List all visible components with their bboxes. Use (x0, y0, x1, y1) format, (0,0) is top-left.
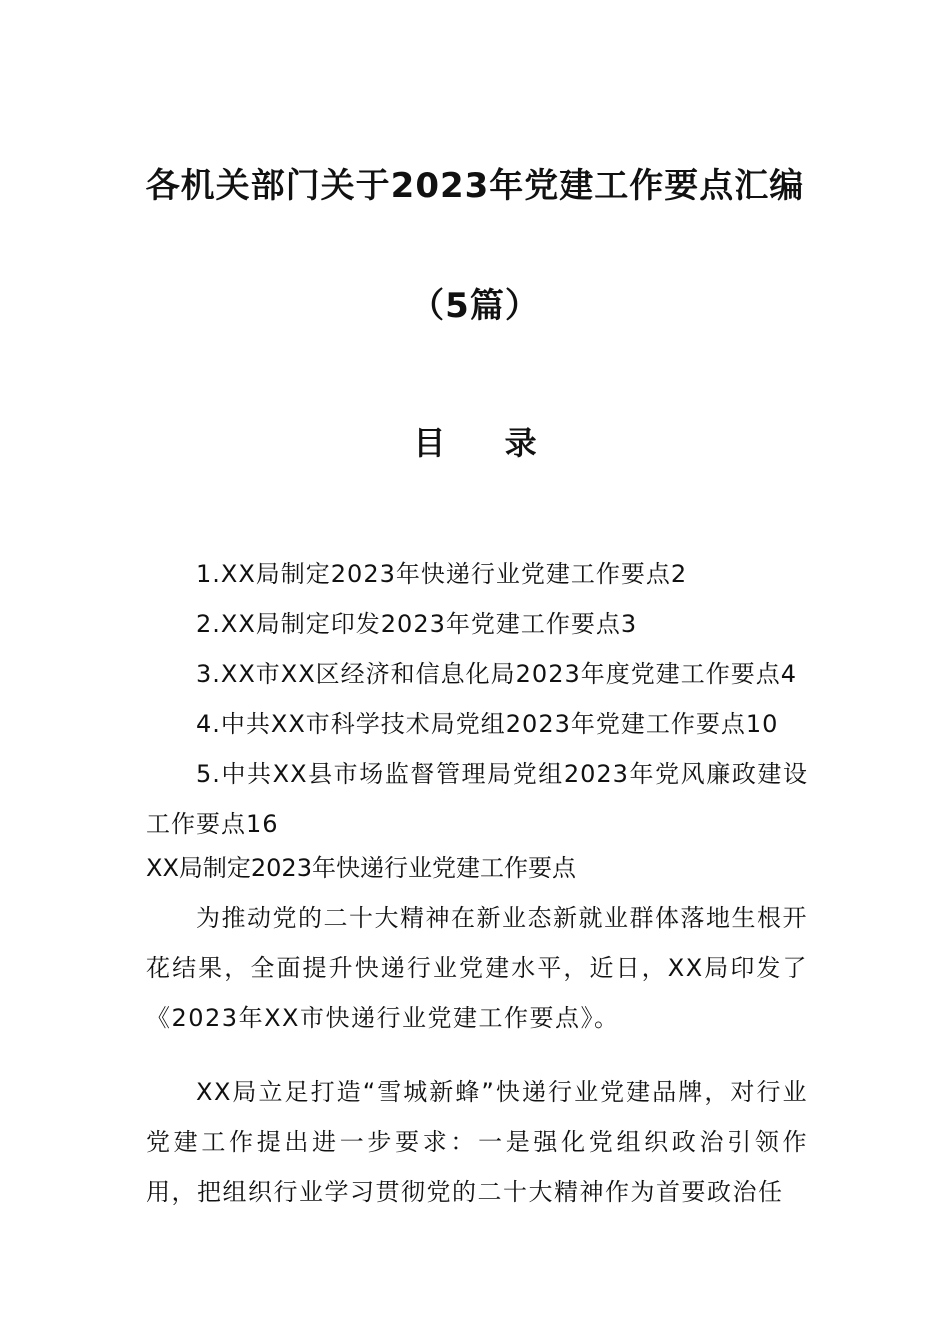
table-of-contents (146, 549, 808, 849)
toc-item-3[interactable]: 3.XX市XX区经济和信息化局2023年度党建工作要点4 (196, 660, 798, 688)
toc-heading: 目 录 (413, 424, 561, 462)
paragraph-2: XX局立足打造“雪城新蜂”快递行业党建品牌，对行业党建工作提出进一步要求：一是强化党组织政治引领作用，把组织行业学习贯彻党的二十大精神作为首要政治任 (146, 1078, 808, 1206)
document-body (146, 843, 808, 1241)
document-title: 各机关部门关于2023年党建工作要点汇编 (145, 166, 805, 206)
section-title: XX局制定2023年快递行业党建工作要点 (146, 854, 576, 882)
paragraph-1: 为推动党的二十大精神在新业态新就业群体落地生根开花结果，全面提升快递行业党建水平，近日，XX局印发了《2023年XX市快递行业党建工作要点》。 (146, 904, 808, 1032)
toc-item-5[interactable]: 5.中共XX县市场监督管理局党组2023年党风廉政建设工作要点16 (146, 760, 808, 838)
toc-item-1[interactable]: 1.XX局制定2023年快递行业党建工作要点2 (196, 560, 688, 588)
document-subtitle: （5篇） (410, 286, 540, 326)
toc-item-2[interactable]: 2.XX局制定印发2023年党建工作要点3 (196, 610, 638, 638)
toc-item-4[interactable]: 4.中共XX市科学技术局党组2023年党建工作要点10 (196, 710, 779, 738)
